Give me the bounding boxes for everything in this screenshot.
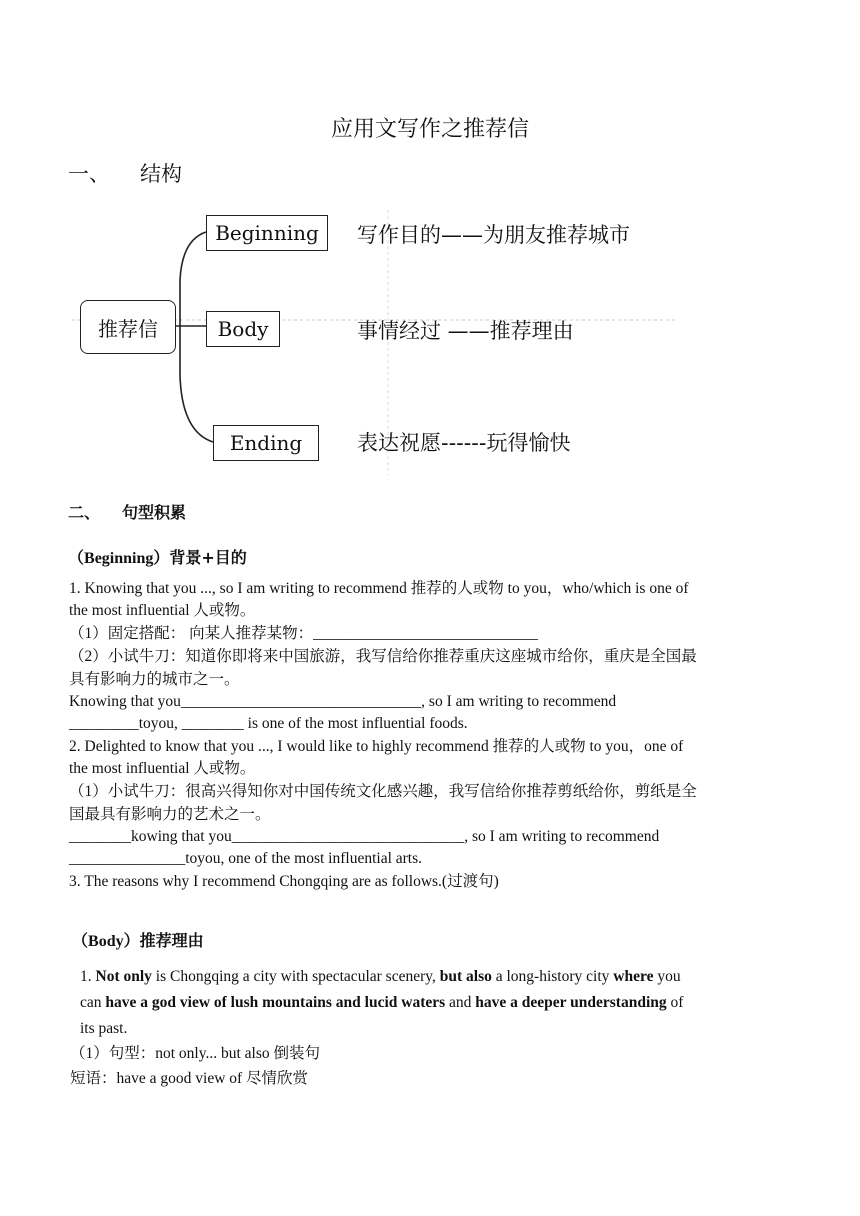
subheading-cn: ）背景+目的 [153,548,247,567]
section-title: 结构 [140,162,182,186]
subheading-en: Body [88,933,124,950]
subheading-body [72,928,204,951]
text-line: （1）固定搭配： 向某人推荐某物：_____________________________ [69,625,538,642]
diagram-node-ending: Ending [213,425,319,461]
text-line: 国最具有影响力的艺术之一。 [69,806,271,823]
diagram-desc-beginning: 写作目的——为朋友推荐城市 [357,223,630,247]
bold-phrase: have a deeper understanding [475,994,667,1011]
text-line: 具有影响力的城市之一。 [69,671,240,688]
text-line: （1）小试牛刀：很高兴得知你对中国传统文化感兴趣，我写信给你推荐剪纸给你，剪纸是全 [69,783,697,800]
bold-phrase: but also [439,968,492,985]
text-line: 3. The reasons why I recommend Chongqing are as follows.(过渡句) [69,873,499,890]
section-number: 一、 [68,162,110,186]
diagram-node-beginning: Beginning [206,215,328,251]
body-paragraph-line: its past. [80,1020,128,1037]
subheading-beginning [68,545,247,568]
section-heading-structure [68,158,182,188]
structure-diagram [0,200,860,480]
section-number: 二、 [68,503,101,522]
body-paragraph-line: can have a god view of lush mountains and lucid waters and have a deeper understanding of [80,994,684,1011]
text-line: （2）小试牛刀：知道你即将来中国旅游，我写信给你推荐重庆这座城市给你，重庆是全国最 [69,648,697,665]
text-line: （1）句型：not only... but also 倒装句 [70,1045,321,1062]
diagram-desc-body: 事情经过 ——推荐理由 [357,319,574,343]
text-line: 2. Delighted to know that you ..., I would like to highly recommend 推荐的人或物 to you，one of [69,738,684,755]
text-line: 1. Knowing that you ..., so I am writing to recommend 推荐的人或物 to you，who/which is one of [69,580,689,597]
text-line: ________kowing that you______________________________, so I am writing to recommend [69,828,660,845]
text-line: Knowing that you_______________________________, so I am writing to recommend [69,693,617,710]
text-line: 短语：have a good view of 尽情欣赏 [70,1070,309,1087]
bold-phrase: Not only [95,968,152,985]
subheading-cn: ）推荐理由 [123,931,204,950]
text-line: the most influential 人或物。 [69,760,256,777]
bold-phrase: where [613,968,654,985]
diagram-root-node: 推荐信 [80,300,176,354]
paren-open: （ [68,548,85,567]
subheading-en: Beginning [84,550,154,567]
paren-open: （ [72,931,89,950]
diagram-node-body: Body [206,311,280,347]
text-line: _________toyou, ________ is one of the most influential foods. [69,715,468,732]
text-line: the most influential 人或物。 [69,602,256,619]
section-heading-sentences [68,500,186,523]
text-line: _______________toyou, one of the most influential arts. [69,850,423,867]
section-title: 句型积累 [122,503,187,522]
diagram-desc-ending: 表达祝愿------玩得愉快 [357,431,571,455]
bold-phrase: have a god view of lush mountains and lucid waters [105,994,446,1011]
page-title: 应用文写作之推荐信 [330,117,529,142]
body-paragraph-line: 1. Not only is Chongqing a city with spectacular scenery, but also a long-history city where you [80,968,681,985]
